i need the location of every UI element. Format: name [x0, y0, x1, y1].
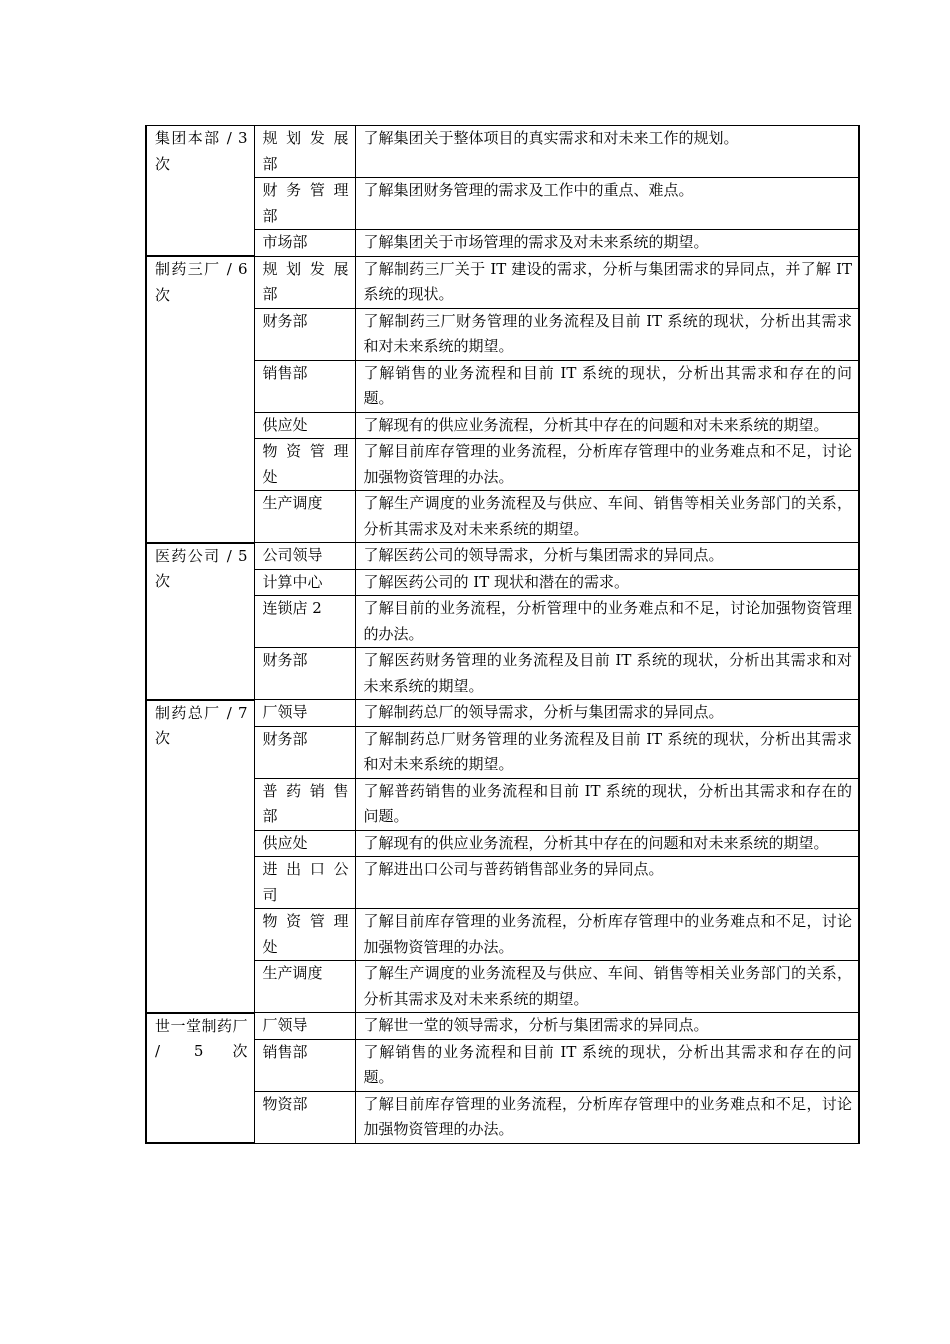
- table-row: [146, 256, 859, 308]
- desc-cell: 了解生产调度的业务流程及与供应、车间、销售等相关业务部门的关系，分析其需求及对未来系统的期望。: [355, 961, 859, 1013]
- dept-cell: 销售部: [254, 1039, 355, 1091]
- dept-cell: 供应处: [254, 830, 355, 857]
- desc-cell: 了解销售的业务流程和目前 IT 系统的现状，分析出其需求和存在的问题。: [355, 360, 859, 412]
- dept-cell: 物资部: [254, 1091, 355, 1143]
- desc-cell: 了解医药公司的领导需求，分析与集团需求的异同点。: [355, 543, 859, 570]
- org-cell: 世一堂制药厂 / 5次: [146, 1013, 254, 1144]
- dept-cell: 厂领导: [254, 1013, 355, 1040]
- dept-cell: 普 药 销 售 部: [254, 778, 355, 830]
- dept-cell: 规 划 发 展 部: [254, 126, 355, 178]
- dept-cell: 销售部: [254, 360, 355, 412]
- desc-cell: 了解销售的业务流程和目前 IT 系统的现状，分析出其需求和存在的问题。: [355, 1039, 859, 1091]
- research-table: [145, 125, 860, 1144]
- dept-cell: 市场部: [254, 230, 355, 257]
- org-cell: 制药三厂 / 6次: [146, 256, 254, 543]
- table-body: [146, 126, 859, 1144]
- dept-cell: 进 出 口 公 司: [254, 857, 355, 909]
- desc-cell: 了解现有的供应业务流程，分析其中存在的问题和对未来系统的期望。: [355, 830, 859, 857]
- table-row: [146, 1013, 859, 1040]
- org-cell: 制药总厂 / 7次: [146, 700, 254, 1013]
- dept-cell: 物 资 管 理 处: [254, 439, 355, 491]
- table-row: [146, 543, 859, 570]
- desc-cell: 了解制药三厂关于 IT 建设的需求，分析与集团需求的异同点，并了解 IT 系统的现状。: [355, 256, 859, 308]
- table-row: [146, 126, 859, 178]
- desc-cell: 了解现有的供应业务流程，分析其中存在的问题和对未来系统的期望。: [355, 412, 859, 439]
- desc-cell: 了解普药销售的业务流程和目前 IT 系统的现状，分析出其需求和存在的问题。: [355, 778, 859, 830]
- dept-cell: 公司领导: [254, 543, 355, 570]
- dept-cell: 财务部: [254, 308, 355, 360]
- desc-cell: 了解制药总厂的领导需求，分析与集团需求的异同点。: [355, 700, 859, 727]
- desc-cell: 了解集团关于市场管理的需求及对未来系统的期望。: [355, 230, 859, 257]
- dept-cell: 财务部: [254, 648, 355, 700]
- desc-cell: 了解医药财务管理的业务流程及目前 IT 系统的现状，分析出其需求和对未来系统的期望。: [355, 648, 859, 700]
- desc-cell: 了解制药三厂财务管理的业务流程及目前 IT 系统的现状，分析出其需求和对未来系统的期望。: [355, 308, 859, 360]
- dept-cell: 厂领导: [254, 700, 355, 727]
- dept-cell: 财 务 管 理 部: [254, 178, 355, 230]
- desc-cell: 了解世一堂的领导需求，分析与集团需求的异同点。: [355, 1013, 859, 1040]
- dept-cell: 生产调度: [254, 961, 355, 1013]
- org-cell: 医药公司 / 5次: [146, 543, 254, 700]
- dept-cell: 规 划 发 展 部: [254, 256, 355, 308]
- desc-cell: 了解进出口公司与普药销售部业务的异同点。: [355, 857, 859, 909]
- desc-cell: 了解医药公司的 IT 现状和潜在的需求。: [355, 569, 859, 596]
- dept-cell: 物 资 管 理 处: [254, 909, 355, 961]
- desc-cell: 了解目前库存管理的业务流程，分析库存管理中的业务难点和不足，讨论加强物资管理的办法。: [355, 909, 859, 961]
- desc-cell: 了解生产调度的业务流程及与供应、车间、销售等相关业务部门的关系，分析其需求及对未来系统的期望。: [355, 491, 859, 543]
- table-row: [146, 700, 859, 727]
- org-cell: 集团本部 / 3次: [146, 126, 254, 257]
- desc-cell: 了解集团关于整体项目的真实需求和对未来工作的规划。: [355, 126, 859, 178]
- desc-cell: 了解目前库存管理的业务流程，分析库存管理中的业务难点和不足，讨论加强物资管理的办法。: [355, 439, 859, 491]
- desc-cell: 了解制药总厂财务管理的业务流程及目前 IT 系统的现状，分析出其需求和对未来系统的期望。: [355, 726, 859, 778]
- dept-cell: 生产调度: [254, 491, 355, 543]
- dept-cell: 供应处: [254, 412, 355, 439]
- dept-cell: 财务部: [254, 726, 355, 778]
- desc-cell: 了解目前库存管理的业务流程，分析库存管理中的业务难点和不足，讨论加强物资管理的办法。: [355, 1091, 859, 1143]
- desc-cell: 了解目前的业务流程，分析管理中的业务难点和不足，讨论加强物资管理的办法。: [355, 596, 859, 648]
- dept-cell: 连锁店 2: [254, 596, 355, 648]
- dept-cell: 计算中心: [254, 569, 355, 596]
- desc-cell: 了解集团财务管理的需求及工作中的重点、难点。: [355, 178, 859, 230]
